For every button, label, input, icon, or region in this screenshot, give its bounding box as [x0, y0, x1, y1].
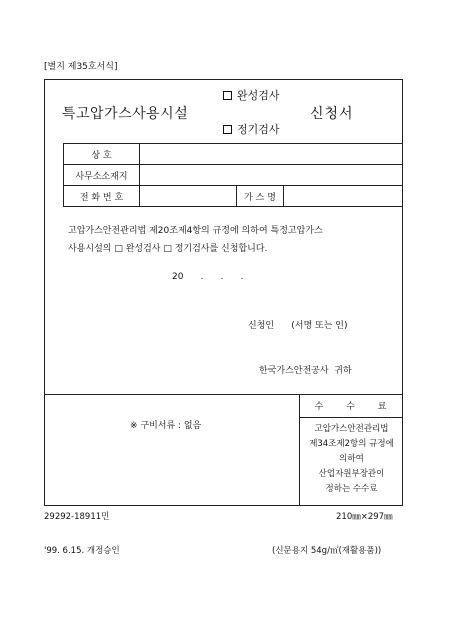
application-statement — [68, 222, 388, 258]
form-title-suffix: 신청서 — [310, 106, 354, 122]
statement-line: 고압가스안전관리법 제20조제4항의 규정에 의하여 특정고압가스 — [68, 226, 323, 236]
date-line[interactable]: 20 . . . — [172, 272, 244, 282]
checkbox-icon[interactable] — [223, 91, 232, 100]
fee-line: 고압가스안전관리법 — [314, 424, 389, 434]
form-code: 29292-18911민 — [44, 512, 110, 522]
fee-line: 의하여 — [339, 454, 364, 464]
statement-line: 사용시설의 □ 완성검사 □ 정기검사를 신청합니다. — [68, 244, 268, 254]
fee-box — [299, 394, 403, 506]
table-row — [64, 165, 403, 186]
option-completion-inspection[interactable] — [223, 87, 280, 103]
phone-field[interactable] — [140, 186, 237, 207]
office-address-field[interactable] — [140, 165, 403, 186]
office-address-label: 사무소소재지 — [64, 165, 140, 186]
option-label: 정기검사 — [237, 123, 280, 136]
form-title: 특고압가스사용시설 — [62, 106, 189, 122]
fee-header: 수 수 료 — [300, 394, 403, 418]
form-number: [별지 제35호서식] — [44, 62, 118, 72]
table-row — [64, 144, 403, 165]
paper-type: (신문용지 54g/㎡(재활용품)) — [272, 546, 382, 556]
option-label: 완성검사 — [237, 89, 280, 102]
approval-date: '99. 6.15. 개정승인 — [44, 546, 120, 556]
fee-line: 산업자원부장관이 — [318, 469, 385, 479]
gas-name-field[interactable] — [284, 186, 403, 207]
fee-line: 제34조제2항의 규정에 — [309, 439, 394, 449]
company-label: 상 호 — [64, 144, 140, 165]
gas-name-label: 가 스 명 — [237, 186, 284, 207]
paper-size: 210㎜×297㎜ — [336, 512, 393, 522]
table-row — [64, 186, 403, 207]
required-documents: ※ 구비서류 : 없음 — [130, 421, 202, 431]
applicant-info-table — [63, 143, 403, 207]
company-field[interactable] — [140, 144, 403, 165]
fee-description — [300, 418, 403, 497]
fee-line: 정하는 수수료 — [325, 484, 378, 494]
phone-label: 전 화 번 호 — [64, 186, 140, 207]
checkbox-icon[interactable] — [223, 125, 232, 134]
addressee: 한국가스안전공사 귀하 — [259, 366, 352, 376]
option-periodic-inspection[interactable] — [223, 121, 280, 137]
applicant-signature[interactable]: 신청인 (서명 또는 인) — [248, 321, 348, 331]
